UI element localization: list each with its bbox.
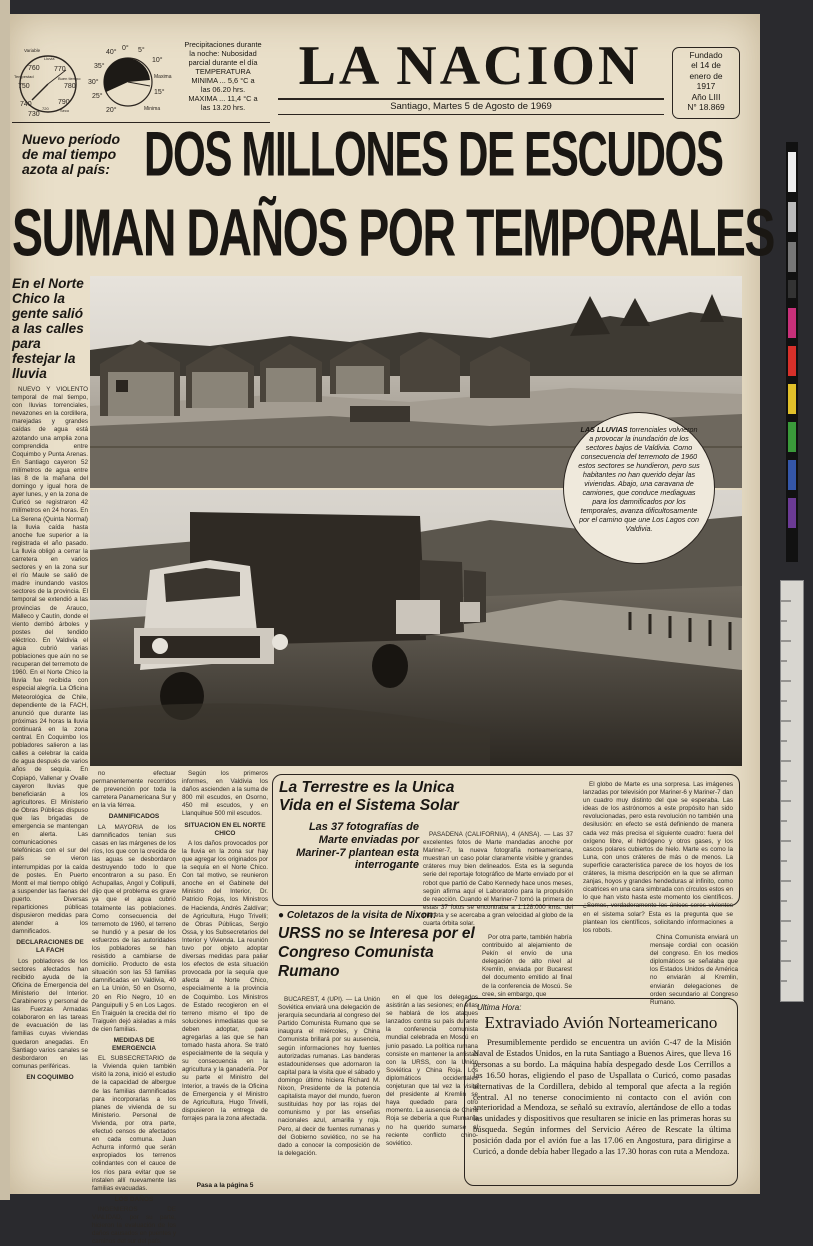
side-story-head-1: DECLARACIONES DE LA FACH bbox=[16, 939, 84, 955]
kicker-line: Nuevo período bbox=[22, 131, 121, 147]
weather-line: MINIMA ... 5,6 °C a bbox=[191, 76, 255, 85]
side-headline bbox=[12, 276, 92, 381]
side-head-line: En el Norte bbox=[12, 276, 84, 291]
thermo-num-35: 35° bbox=[94, 63, 105, 70]
weather-line: MAXIMA ... 11,4 °C a bbox=[188, 94, 258, 103]
binding-edge bbox=[0, 0, 10, 1200]
thermo-num-5: 5° bbox=[138, 47, 145, 54]
terrestre-body-left: PASADENA (CALIFORNIA), 4 (ANSA). — Las 37 excelentes fotos de Marte mandadas anoche por Mariner-7, la nueva fotografía norteamericana, muestran un caso polar claramente visible y grandes cráteres muy bien delineados. Esta es la segunda serie del reportaje fotográfico de Marte enviado por el robot que partió de Cabo Kennedy hace unos meses, según afirma aquí el Laboratorio para la propulsión de reacción. Cuando el Mariner-7 tomó la primera de estas 37 fotos se encontraba a 1.128.000 kms. del planeta y se acercaba a gran velocidad al globo de la cuarta órbita solar. bbox=[423, 831, 573, 928]
photo-caption-circle bbox=[563, 412, 715, 564]
founded-line: Fundado bbox=[689, 50, 723, 60]
urss-text-b-top bbox=[482, 934, 573, 998]
terrestre-headline: La Terrestre es la Unica Vida en el Sistema Solar bbox=[279, 779, 459, 814]
thermo-num-25: 25° bbox=[92, 93, 103, 100]
urss-body-a: BUCAREST, 4 (UPI). — La Unión Soviética enviará una delegación de jerarquía secundaria al congreso del Partido Comunista Rumano que se inaugura el miércoles, y China Comunista brillará por su ausencia, según informaciones hoy fuentes autorizadas rumanas. Las banderas estadounidenses que adornaron la capital para la visita que el sábado y domingo último hiciera Richard M. Nixon, Presidente de la potencia capitalista mayor del mundo, fueron sustituidas hoy por las rojas del comunismo y por las enseñas nacionales azul, amarilla y roja. Pero, al decir de fuentes rumanas y del Gobierno soviético, no se ha dado a conocer la composición de la delegación. bbox=[278, 996, 380, 1157]
kicker-line: azota al país: bbox=[22, 161, 110, 177]
barometer-num-740: 740 bbox=[20, 101, 32, 108]
thermo-num-20: 20° bbox=[106, 107, 117, 114]
kicker bbox=[22, 132, 142, 177]
thermo-label-minima: Minima bbox=[144, 106, 161, 112]
col1-head-1: DAMNIFICADOS bbox=[108, 813, 160, 821]
thermometer-dial bbox=[84, 40, 172, 120]
side-head-line: festejar la bbox=[12, 351, 76, 366]
terrestre-text-right bbox=[583, 781, 733, 934]
side-head-line: gente salió bbox=[12, 306, 84, 321]
urss-body-c: Por otra parte, también habría contribuido al alejamiento de Pekín el envío de una delegación de alto nivel al Kremlin, enviada por Bucarest del documento emitido al final de la conferencia de Moscú. Se cree, sin embargo, que bbox=[482, 934, 573, 998]
thermo-num-40: 40° bbox=[106, 49, 117, 56]
avion-body: Presumiblemente perdido se encuentra un avión C-47 de la Misión Naval de Estados Unidos, en la ruta Santiago a Buenos Aires, que lleva 16 personas a su bordo. La máquina había despegado desde Los Cerrillos a las 16.50 horas, eligiendo el paso de Uspallata o Curicó, como pasadas alternativas de la Cordillera, debido al temporal que afecta a la región central. Al no tenerse conocimiento ni contacto con el avión con anterioridad a Mendoza, se señaló su extravío, alertándose de ello a todas las unidades y dispositivos que resultaren se inicie en las primeras horas su búsqueda. Según informes del Servicio Aéreo de Rescate la última posición dada por el avión fue a las 17.06 en Angostura, para dirigirse a Curicó, a donde debía haber llegado a las 17.30 horas con ruta a Mendoza. bbox=[473, 1037, 731, 1157]
weather-line: las 13.20 hrs. bbox=[200, 103, 246, 112]
side-story-head-2: EN COQUIMBO bbox=[26, 1073, 74, 1081]
nixon-label-text: Coletazos de la visita de Nixon: bbox=[286, 910, 437, 921]
urss-text-a bbox=[278, 996, 380, 1192]
founded-line: enero de bbox=[689, 70, 723, 81]
urss-body-b: en el que los delegados asistirán a las sesiones; en ellas se hablará de los ataques lanzados contra su país durante la conferencia comunista mundial celebrada en Moscú en junio pasado. La política rumana consiste en mantener la amistad con la URSS, con la Unión Soviética y China Roja. Los diplomáticos occidentales conjeturan que tal vez la visita del presidente al Kremlin se haya quedado para otro momento. La ausencia de China Roja se debería a que Rumania no ha querido sumarse al reciente conflicto chino-soviético. bbox=[386, 994, 478, 1147]
color-calibration-strip bbox=[786, 142, 798, 562]
caption-lead: LAS LLUVIAS bbox=[580, 425, 628, 434]
side-story bbox=[12, 386, 88, 1176]
thermo-num-15: 15° bbox=[154, 89, 165, 96]
masthead-title: LA NACION bbox=[298, 35, 642, 97]
headline-line-2: SUMAN DAÑOS POR TEMPORALES bbox=[12, 196, 774, 271]
side-head-line: Chico la bbox=[12, 291, 65, 306]
headline-line-1: DOS MILLONES DE ESCUDOS bbox=[144, 119, 723, 190]
weather-line: Precipitaciones durante bbox=[184, 40, 262, 49]
barometer-num-750: 750 bbox=[18, 83, 30, 90]
newspaper-page bbox=[10, 14, 774, 1246]
column-damnificados bbox=[92, 770, 176, 1246]
weather-box bbox=[12, 38, 270, 123]
side-head-line: para bbox=[12, 336, 41, 351]
founded-box bbox=[672, 47, 740, 119]
thermo-num-30: 30° bbox=[88, 79, 99, 86]
barometer-label-variable: Variable bbox=[24, 48, 41, 53]
terrestre-deck: Las 37 fotografías de Marte enviadas por Mariner-7 plantean esta interrogante bbox=[296, 821, 419, 872]
col1-text-2: LA MAYORIA de los damnificados tenían sus casas en las márgenes de los ríos, los que con la crecida de las aguas se desbordaron destruyendo todo lo que encontraron a su paso. En Achupallas, Angol y Collipulli, dijo que el problema es grave ya que el agua cubrió totalmente las poblaciones. Como consecuencia del terremoto de 1960, el terreno se hundió y a pesar de los esfuerzos de las autoridades los pobladores se han resistido a cambiarse de domicilio. Producto de esta situación son las 53 familias damnificadas en Valdivia, 40 en La Unión, 50 en Osorno, 20 en Río Negro, 10 en Panguipulli y 5 en Los Lagos. En Traiguén la crecida del río Traiguén dejó aisladas a más de cien familias. bbox=[92, 823, 176, 1033]
bullet-icon: ● bbox=[278, 910, 287, 921]
urss-body-d: China Comunista enviará un mensaje cordial con ocasión del congreso. En los medios diplomáticos se señalaba que los Estados Unidos de América no enviarán al Kremlin, enviarán delegaciones de orden secundario al Congreso Rumano. bbox=[650, 934, 738, 1006]
barometer-num-770: 770 bbox=[54, 66, 66, 73]
kicker-line: de mal tiempo bbox=[22, 146, 117, 162]
col2-head-1: SITUACION EN EL NORTE CHICO bbox=[184, 821, 266, 837]
avion-headline: Extraviado Avión Norteamericano bbox=[484, 1013, 718, 1032]
barometer-label-lluvia: Lluvia bbox=[44, 56, 55, 61]
col2-text-2: A los daños provocados por la lluvia en la zona sur hay que agregar los originados por la sequía en el Norte Chico. Con tal motivo, se reunieron anoche en el Gabinete del Ministro del Interior, Dr. Patricio Rojas, los Ministros de Hacienda, Andrés Zaldívar; de Agricultura, Hugo Trivelli; de Obras Públicas, Sergio Ossa, y los Subsecretarios del Interior y Vivienda. La reunión tuvo por objeto adoptar diversas medidas para paliar los efectos de esta situación provocada por la sequía que afecta al Norte Chico, especialmente a la provincia de Coquimbo. Los Ministros de Estado recogieron en el terreno mismo el tipo de soluciones inmediatas que se deben adoptar, para agregarlas a las que se han tomado hasta ahora. Se trató especialmente de la sequía y su consecuencia en la agricultura y la ganadería. Por su parte el Ministro del Interior, a través de la Oficina de Emergencia y el Ministro de Agricultura, Hugo Trivelli, dispusieron la entrega de forrajes para la zona afectada. bbox=[182, 839, 268, 1122]
col1-text-3: EL SUBSECRETARIO de la Vivienda quien también visitó la zona, inició el estudio de la capacidad de albergue de las familias damnificadas para incorporarlas a los planes de vivienda de su Ministerio. Personal de Vivienda, por otra parte, efectuó censos de afectados en cada comuna. Juan Achurra informó que serán expropiados los terrenos colindantes con el cauce de los ríos para evitar que se instalen allí nuevamente las familias evacuadas. bbox=[92, 1055, 176, 1192]
side-head-line: lluvia bbox=[12, 366, 47, 381]
founded-line: 1917 bbox=[696, 81, 716, 92]
col1-head-3: LOS DAÑOS bbox=[114, 1195, 154, 1203]
continued-note: Pasa a la página 5 bbox=[196, 1182, 254, 1189]
urss-text-d bbox=[650, 934, 738, 1006]
side-story-text-2: Los pobladores de los sectores afectados han recibido ayuda de la Oficina de Emergencia del Ministerio del Interior. Carabineros y personal de las Fuerzas Armadas colaboraron en las tareas de evacuación de las familias cuyas viviendas quedaron anegadas. En Santiago varios canales se desbordaron en las comunas periféricas. bbox=[12, 957, 88, 1070]
masthead-dateline: Santiago, Martes 5 de Agosto de 1969 bbox=[390, 101, 552, 112]
weather-line: parcial durante el día bbox=[188, 58, 258, 67]
avion-label: Ultima Hora: bbox=[477, 1003, 522, 1012]
barometer-label-tempestad: Tempestad bbox=[14, 74, 34, 79]
measurement-ruler bbox=[780, 580, 804, 1002]
terrestre-text-left bbox=[423, 831, 573, 928]
caption-body: torrenciales volvieron a provocar la inundación de los sectores bajos de Valdivia. Como consecuencia del terremoto de 1960 estos sectores se hundieron, pero sus habitantes no han querido dejar las viviendas. Abajo, una caravana de camiones, que conduce mediaguas para los damnificados por los temporales, avanza dificultosamente por el camino que une Los Lagos con Valdivia. bbox=[578, 425, 700, 533]
barometer-num-760: 760 bbox=[28, 65, 40, 72]
photo-caption-text bbox=[578, 425, 700, 553]
barometer-num-780: 780 bbox=[64, 83, 76, 90]
weather-text bbox=[176, 40, 270, 112]
weather-line: la noche: Nubosidad bbox=[189, 49, 257, 58]
thermo-num-0: 0° bbox=[122, 45, 129, 52]
col1-head-2: MEDIDAS DE EMERGENCIA bbox=[111, 1037, 157, 1053]
avion-article bbox=[464, 998, 738, 1186]
thermo-label-maxima: Maxima bbox=[154, 74, 172, 80]
col2-text-1: Según los primeros informes, en Valdivia los daños ascienden a la suma de 800 mil escudos, en Osorno, 450 mil escudos, y en Llanquihue 500 mil escudos. bbox=[182, 770, 268, 818]
founded-line: Año LIII bbox=[691, 91, 721, 102]
urss-headline: URSS no se Interesa por el Congreso Comunista Rumano bbox=[278, 925, 475, 980]
thermo-num-10: 10° bbox=[152, 57, 163, 64]
barometer-num-790: 790 bbox=[58, 99, 70, 106]
side-story-text: NUEVO Y VIOLENTO temporal de mal tiempo, con lluvias torrenciales, nevazones en la cordillera, marejadas y grandes caídas de agua está azotando una amplia zona comprendida entre Coquimbo y Punta Arenas. En Santiago cayeron 52 milímetros de agua entre las 8 de la mañana del domingo y igual hora de ayer lunes, y en la zona de Curicó se registraron 42 milímetros en 24 horas. En La Serena (Quinta Normal) la lluvia caída hasta anoche fue superior a la registrada el año pasado. La lluvia obligó a cerrar la carretera en varios sectores y en la zona sur el río Maule se salió de madre inundando vastos sectores de la provincia. El temporal se extendió a las provincias de Arauco, Malleco y Cautín, donde el viento derribó árboles y postes del tendido eléctrico. En Valdivia el agua cubrió varias poblaciones que aún no se recuperan del terremoto de 1960. En el Norte Chico la lluvia fue recibida con especial alegría. La Oficina Meteorológica de Chile, dependiente de la FACH, anunció que durante las próximas 24 horas la lluvia continuará en la zona central. En Coquimbo los pobladores salieron a las calles a celebrar la caída de agua después de varios años de sequía. En Copiapó, Vallenar y Ovalle cayeron lluvias que beneficiarán a los agricultores. El Ministerio de Obras Públicas dispuso que las brigadas de emergencia se mantengan en alerta. Las comunicaciones telefónicas con el sur del país se vieron interrumpidas por la caída de postes. En Puerto Montt el mal tiempo obligó a suspender las faenas del puerto. Diversas reparticiones públicas dispusieron medidas para atender a los damnificados. bbox=[12, 386, 88, 936]
barometer-num-730: 730 bbox=[28, 111, 40, 118]
barometer-dial bbox=[14, 40, 82, 118]
column-norte-chico bbox=[182, 770, 268, 1194]
founded-line: N° 18.869 bbox=[687, 102, 725, 113]
barometer-label-buen-tiempo: Buen tiempo bbox=[58, 76, 81, 81]
founded-line: el 14 de bbox=[691, 60, 721, 71]
terrestre-body-right: El globo de Marte es una sorpresa. Las imágenes lanzadas por televisión por Mariner-6 y Mariner-7 dan un cuadro muy distinto del que se esperaba. Las ideas de los astrónomos a este propósito han sido revolucionadas, pero esta revolución no también una desilusión: en efecto se está definiendo de manera cada vez más precisa el siguiente cuadro: fuera del oxígeno libre, el hidrógeno y otros gases, y los cascos polares cubiertos de hielo. Marte es como la Luna, con unos cráteres de más o de menos. La superficie característica parece de los hoyos de los cráteres, la misma descripción en la que se afirman zanjas, hoyos y grandes hendeduras al infinito, como cicatrices en una cara simbrada con círculos estos en lo que han visto hasta este momento los científicos. ¿Somos, verdaderamente los únicos seres vivientes en el sistema solar? Esta es la pregunta que se plantean los científicos, solicitando informaciones a los robots. bbox=[583, 781, 733, 934]
barometer-label-seco: Seco bbox=[60, 108, 70, 113]
barometer-num-720: 720 bbox=[42, 106, 49, 111]
col1-text-1: no efectuar permanentemente recorridos de prevención por toda la carretera Panamericana Sur y en la vía férrea. bbox=[92, 770, 176, 810]
col1-text-4: INGENIEROS DE VIALIDAD, por su parte, hicieron la evaluación de los daños causados en puentes y caminos del sur del país. bbox=[92, 1205, 176, 1246]
masthead-rule bbox=[278, 98, 664, 100]
weather-line: las 06.20 hrs. bbox=[200, 85, 246, 94]
masthead-rule-bottom bbox=[278, 114, 664, 115]
nixon-label bbox=[278, 910, 436, 921]
weather-line: TEMPERATURA bbox=[195, 67, 251, 76]
side-head-line: a las calles bbox=[12, 321, 84, 336]
